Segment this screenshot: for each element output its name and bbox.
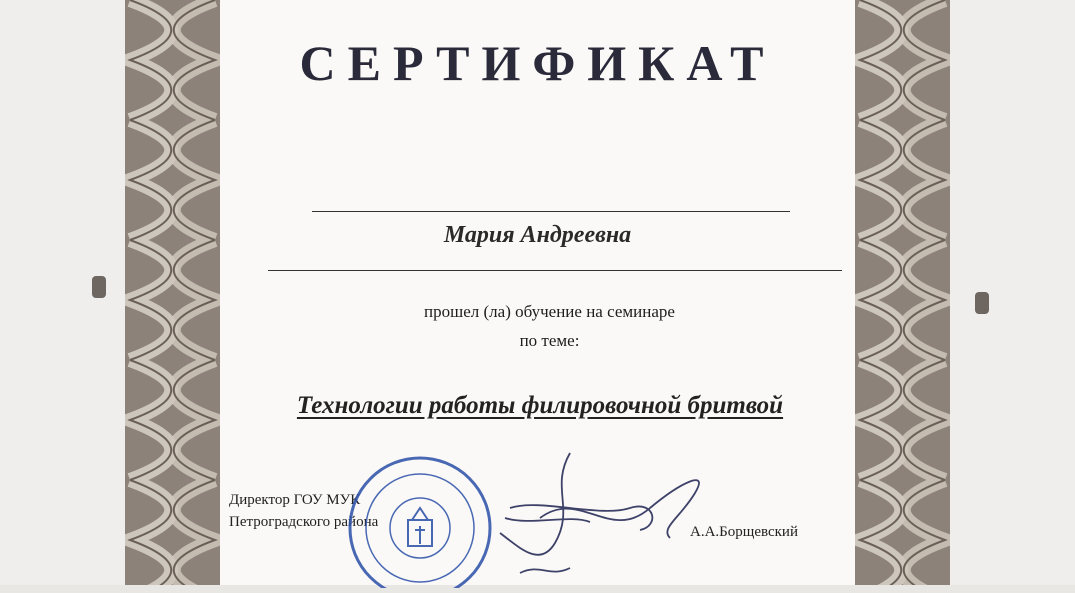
handwritten-signature-icon	[480, 448, 710, 590]
signer-name: А.А.Борщевский	[690, 524, 798, 540]
stamp-seal-icon	[340, 448, 500, 593]
frame-clip-left	[92, 276, 106, 298]
name-line-bottom	[268, 270, 842, 271]
topic-label: по теме:	[519, 331, 580, 350]
certificate-title: СЕРТИФИКАТ	[299, 35, 776, 91]
seminar-topic: Технологии работы филировочной бритвой	[296, 392, 784, 419]
completion-text: прошел (ла) обучение на семинаре	[424, 302, 675, 321]
ornamental-border-right	[855, 0, 950, 585]
director-title-line2: Петроградского района	[229, 514, 379, 530]
ornamental-border-left	[125, 0, 220, 585]
name-line-top	[312, 211, 790, 212]
recipient-name: Мария Андреевна	[443, 222, 632, 248]
director-title-line1: Директор ГОУ МУК	[229, 492, 361, 508]
frame-clip-right	[975, 292, 989, 314]
